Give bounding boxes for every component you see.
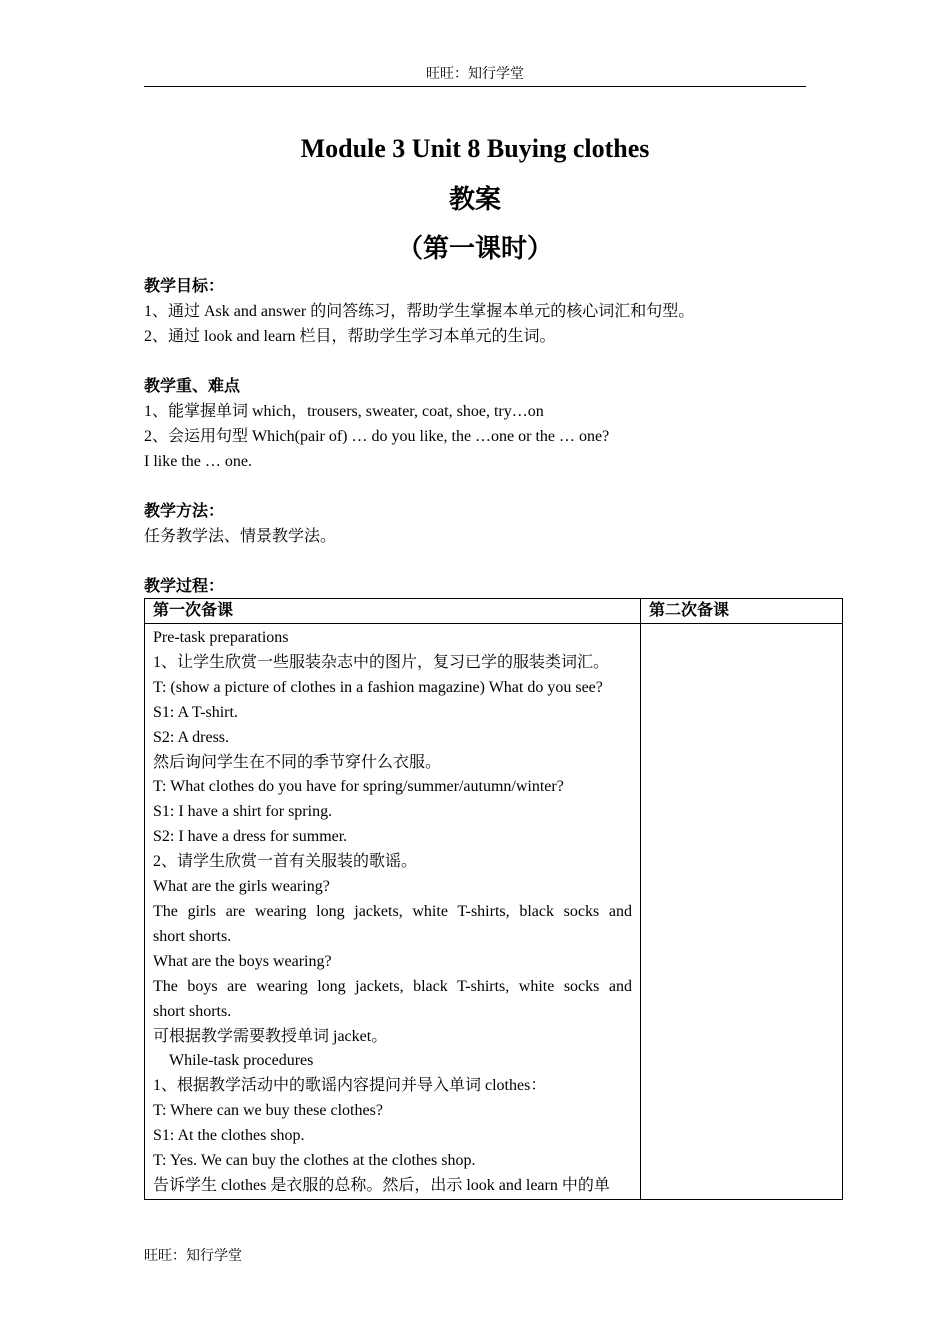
process-line: The boys are wearing long jackets, black T-shirts, white socks and — [153, 977, 632, 995]
key-points-heading: 教学重、难点 — [144, 378, 241, 395]
key-point-item: 2、会运用句型 Which(pair of) … do you like, the …one or the … one? — [144, 428, 610, 445]
process-line: short shorts. — [153, 1002, 232, 1020]
page-footer: 旺旺：知行学堂 — [144, 1249, 242, 1264]
process-line: short shorts. — [153, 927, 232, 945]
document-subtitle: 教案 — [448, 185, 501, 214]
second-prep-cell — [641, 624, 843, 1200]
page-header: 旺旺：知行学堂 — [144, 66, 806, 87]
key-point-item: 1、能掌握单词 which，trousers, sweater, coat, shoe, try…on — [144, 403, 544, 420]
methods-text: 任务教学法、情景教学法。 — [144, 528, 337, 545]
process-line: S1: At the clothes shop. — [153, 1127, 305, 1145]
process-line: S2: I have a dress for summer. — [153, 828, 348, 846]
process-line: T: Where can we buy these clothes? — [153, 1102, 383, 1120]
process-line: S1: I have a shirt for spring. — [153, 803, 333, 821]
process-line: 然后询问学生在不同的季节穿什么衣服。 — [153, 753, 442, 771]
process-line: S2: A dress. — [153, 728, 230, 746]
key-point-item: I like the … one. — [144, 453, 252, 470]
process-line: T: What clothes do you have for spring/summer/autumn/winter? — [153, 778, 564, 796]
process-line: 告诉学生 clothes 是衣服的总称。然后，出示 look and learn 中的单 — [153, 1176, 610, 1194]
methods-heading: 教学方法： — [144, 503, 225, 520]
process-line: While-task procedures — [169, 1052, 314, 1070]
objective-item: 1、通过 Ask and answer 的问答练习，帮助学生掌握本单元的核心词汇和句型。 — [144, 303, 695, 320]
process-line: The girls are wearing long jackets, white T-shirts, black socks and — [153, 902, 632, 920]
process-line: 2、请学生欣赏一首有关服装的歌谣。 — [153, 853, 418, 871]
first-prep-cell — [145, 624, 641, 1200]
objective-item: 2、通过 look and learn 栏目，帮助学生学习本单元的生词。 — [144, 328, 556, 345]
first-prep-header: 第一次备课 — [145, 599, 641, 624]
process-line: S1: A T-shirt. — [153, 703, 238, 721]
process-line: What are the girls wearing? — [153, 878, 330, 896]
process-line: What are the boys wearing? — [153, 952, 332, 970]
process-line: 可根据教学需要教授单词 jacket。 — [153, 1027, 388, 1045]
process-heading: 教学过程： — [144, 578, 225, 595]
process-line: 1、根据教学活动中的歌谣内容提问并导入单词 clothes： — [153, 1077, 547, 1095]
lesson-plan-table — [144, 598, 843, 1200]
process-line: 1、让学生欣赏一些服装杂志中的图片，复习已学的服装类词汇。 — [153, 653, 610, 671]
process-line: T: (show a picture of clothes in a fashion magazine) What do you see? — [153, 678, 603, 696]
main-text — [144, 274, 844, 599]
document-title: Module 3 Unit 8 Buying clothes — [300, 134, 650, 163]
process-line: T: Yes. We can buy the clothes at the clothes shop. — [153, 1152, 476, 1170]
objectives-heading: 教学目标： — [144, 278, 225, 295]
lesson-label: （第一课时） — [396, 234, 553, 263]
second-prep-header: 第二次备课 — [641, 599, 843, 624]
process-line: Pre-task preparations — [153, 629, 289, 646]
